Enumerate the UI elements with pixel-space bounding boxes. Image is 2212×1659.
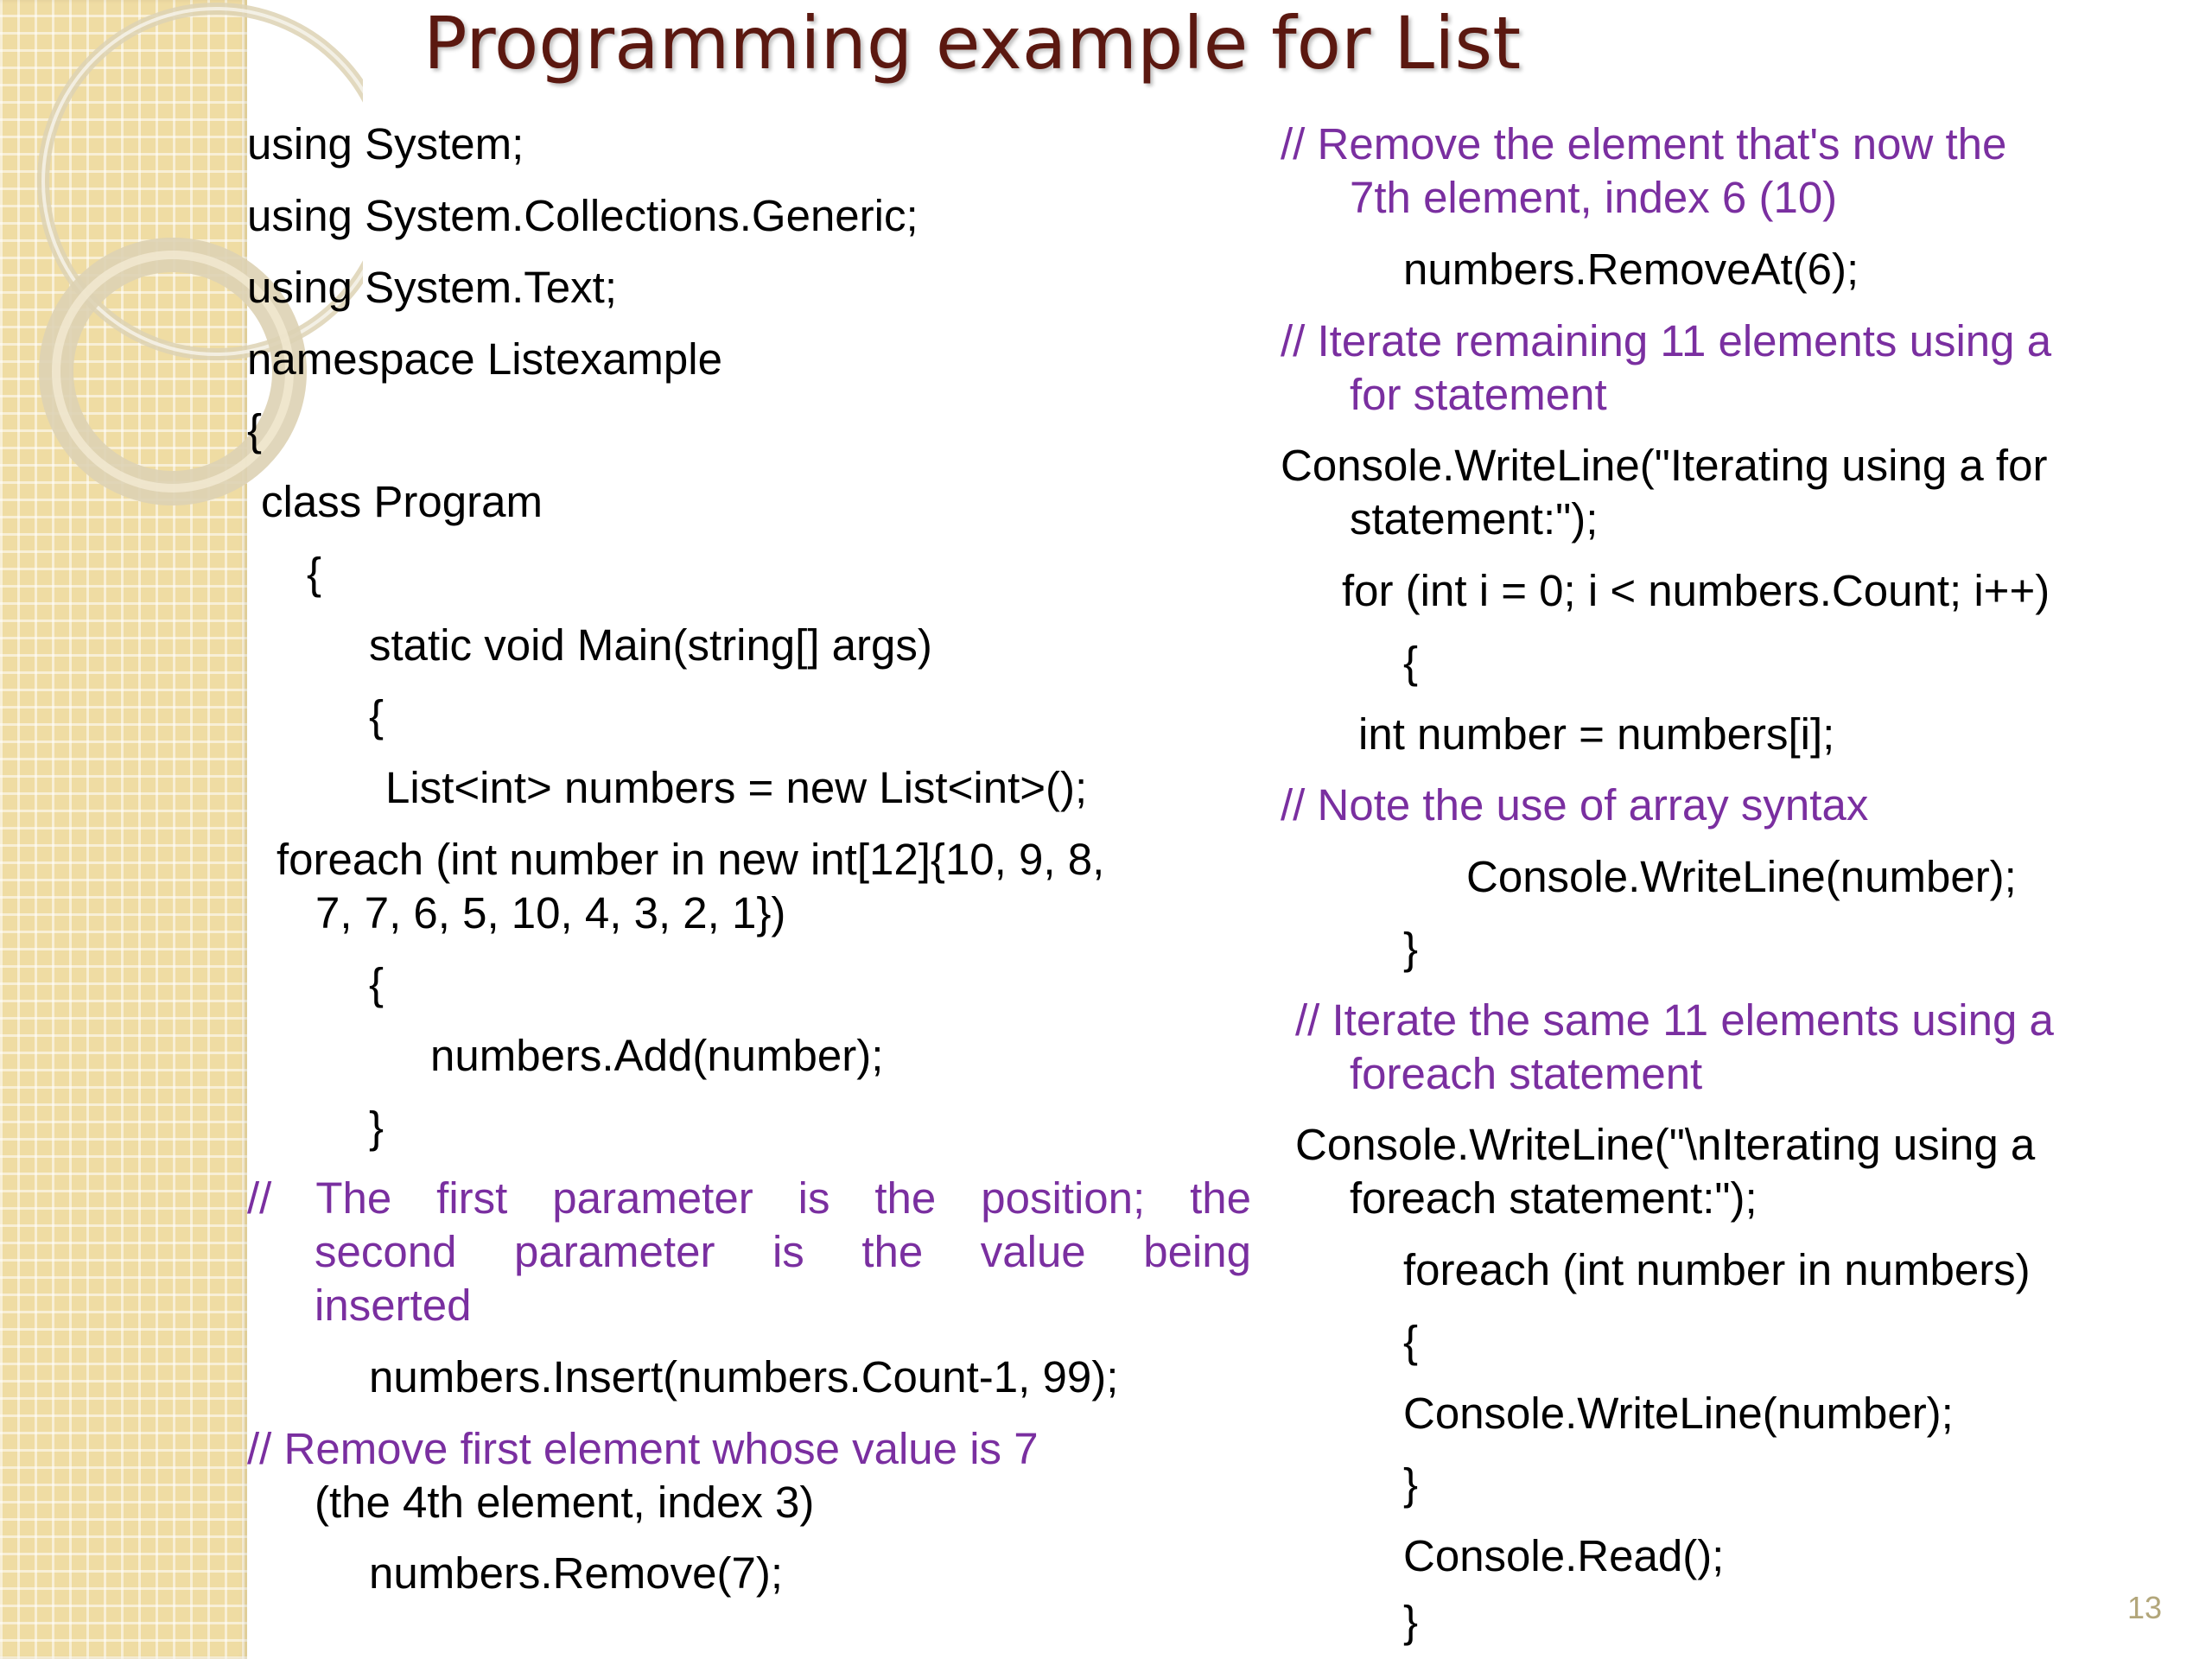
code-line: namespace Listexample: [247, 334, 722, 384]
code-line: }: [1403, 924, 1419, 973]
code-comment: // The first parameter is the position; the: [247, 1173, 1251, 1223]
code-line: 7, 7, 6, 5, 10, 4, 3, 2, 1}): [315, 888, 786, 938]
code-comment: // Iterate the same 11 elements using a: [1295, 995, 2054, 1045]
code-comment: // Remove the element that's now the: [1281, 119, 2007, 168]
code-line: foreach (int number in new int[12]{10, 9, 8,: [276, 835, 1105, 884]
code-line: {: [369, 959, 385, 1008]
code-line: using System.Text;: [247, 263, 617, 312]
code-line: {: [247, 405, 263, 454]
page-title: Programming example for List: [423, 1, 1522, 86]
code-line: {: [369, 691, 385, 741]
code-line: statement:");: [1350, 494, 1599, 543]
code-line: static void Main(string[] args): [369, 620, 932, 670]
slide-number: 13: [2127, 1590, 2163, 1625]
code-line: Console.WriteLine(number);: [1466, 852, 2017, 901]
code-line: (the 4th element, index 3): [315, 1478, 815, 1527]
code-comment: // Note the use of array syntax: [1281, 780, 1869, 830]
code-comment: // Iterate remaining 11 elements using a: [1281, 316, 2052, 365]
code-line: Console.Read();: [1403, 1531, 1725, 1580]
code-line: Console.WriteLine("\nIterating using a: [1295, 1120, 2036, 1169]
code-line: numbers.RemoveAt(6);: [1403, 245, 1859, 294]
code-line: for (int i = 0; i < numbers.Count; i++): [1342, 566, 2050, 615]
code-line: List<int> numbers = new List<int>();: [385, 763, 1088, 812]
code-line: {: [307, 549, 322, 598]
code-line: numbers.Insert(numbers.Count-1, 99);: [369, 1352, 1119, 1402]
code-line: numbers.Remove(7);: [369, 1548, 783, 1598]
code-line: {: [1403, 1317, 1419, 1366]
code-comment: // Remove first element whose value is 7: [247, 1424, 1039, 1473]
code-comment: inserted: [315, 1281, 472, 1330]
code-line: numbers.Add(number);: [430, 1031, 884, 1080]
code-line: using System.Collections.Generic;: [247, 191, 918, 240]
code-comment: 7th element, index 6 (10): [1350, 173, 1838, 222]
code-line: Console.WriteLine(number);: [1403, 1389, 1954, 1438]
code-comment: for statement: [1350, 370, 1607, 419]
code-line: using System;: [247, 119, 524, 168]
code-line: class Program: [261, 477, 543, 526]
code-line: foreach (int number in numbers): [1403, 1245, 2031, 1294]
code-line: foreach statement:");: [1350, 1173, 1758, 1223]
code-line: }: [1403, 1597, 1419, 1646]
code-line: Console.WriteLine("Iterating using a for: [1281, 441, 2048, 490]
code-line: }: [369, 1103, 385, 1152]
code-line: }: [1403, 1459, 1419, 1509]
code-line: int number = numbers[i];: [1358, 709, 1835, 759]
code-comment: second parameter is the value being: [315, 1227, 1251, 1276]
code-comment: foreach statement: [1350, 1049, 1703, 1098]
code-line: {: [1403, 638, 1419, 687]
